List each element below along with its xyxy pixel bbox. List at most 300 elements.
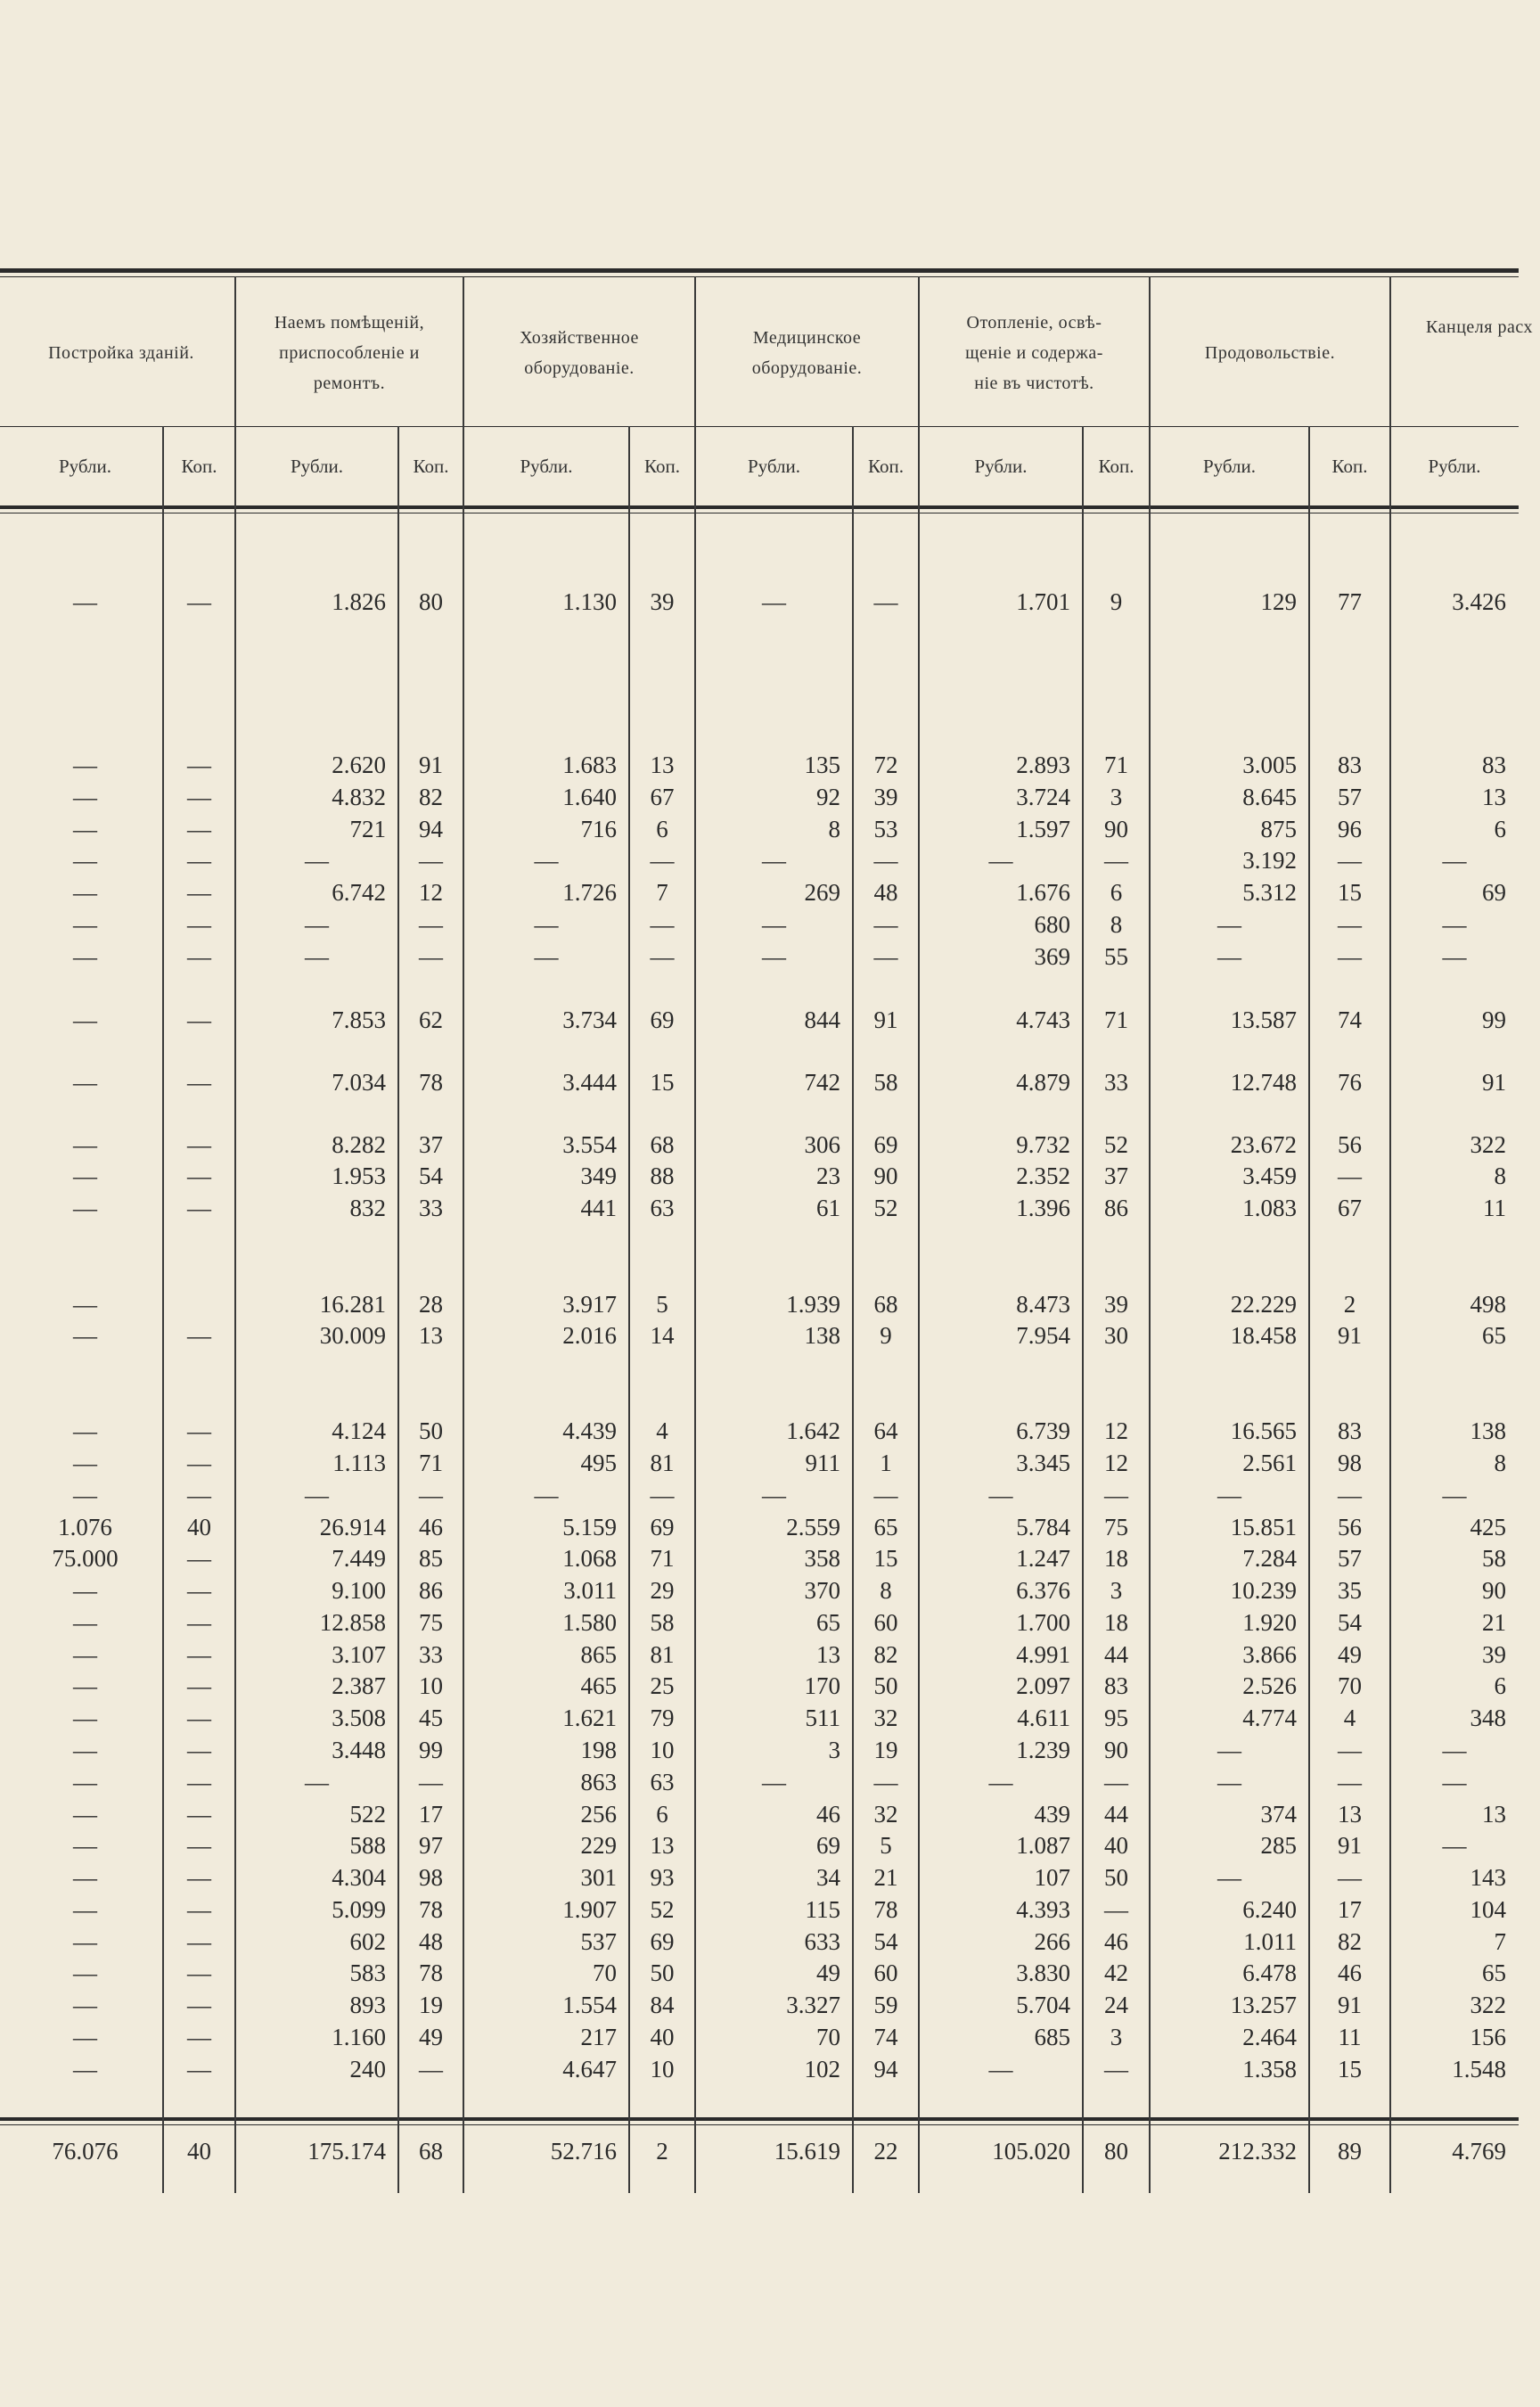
table-cell: — — [73, 1069, 97, 1096]
table-cell: 33 — [419, 1641, 443, 1668]
total-cell: 80 — [1104, 2138, 1128, 2165]
table-cell: 5.784 — [1016, 1514, 1070, 1540]
table-cell: 75.000 — [52, 1545, 119, 1572]
table-cell: 6.240 — [1242, 1896, 1297, 1923]
table-cell: 742 — [804, 1069, 840, 1096]
table-cell: 832 — [349, 1195, 386, 1221]
table-cell: 439 — [1034, 1801, 1070, 1828]
table-cell: 2.464 — [1242, 2024, 1297, 2050]
table-cell: 67 — [1338, 1195, 1362, 1221]
table-cell: — — [988, 1769, 1013, 1795]
table-cell: 129 — [1260, 588, 1297, 615]
table-cell: 721 — [349, 816, 386, 842]
table-cell: 63 — [650, 1769, 675, 1795]
table-cell: 537 — [580, 1928, 617, 1955]
table-cell: 4.611 — [1017, 1705, 1070, 1731]
table-cell: 97 — [419, 1832, 443, 1859]
table-cell: 84 — [650, 1992, 675, 2018]
table-cell: 6 — [656, 816, 668, 842]
table-cell: — — [73, 1450, 97, 1476]
table-cell: — — [1217, 1482, 1241, 1508]
table-cell: — — [1338, 943, 1362, 970]
table-cell: 2.526 — [1242, 1672, 1297, 1699]
table-cell: 95 — [1104, 1705, 1128, 1731]
table-cell: — — [873, 1482, 898, 1508]
table-cell: — — [650, 1482, 675, 1508]
table-cell: 7.034 — [332, 1069, 386, 1096]
table-cell: — — [762, 1769, 786, 1795]
table-cell: 61 — [816, 1195, 840, 1221]
total-cell: 76.076 — [52, 2138, 119, 2165]
table-cell: — — [1442, 911, 1467, 938]
table-cell: 91 — [1338, 1832, 1362, 1859]
table-cell: 3.327 — [786, 1992, 840, 2018]
table-cell: 37 — [1104, 1162, 1128, 1189]
table-cell: 2.387 — [332, 1672, 386, 1699]
column-header: Канцеля расх — [1426, 317, 1533, 337]
table-cell: 3.192 — [1242, 847, 1297, 874]
table-cell: 3.724 — [1016, 784, 1070, 810]
totals-rule-thin — [0, 2124, 1519, 2125]
table-cell: — — [1104, 1482, 1128, 1508]
table-cell: 1.011 — [1243, 1928, 1297, 1955]
table-cell: — — [988, 1482, 1013, 1508]
table-cell: 8 — [828, 816, 840, 842]
table-cell: 4.879 — [1016, 1069, 1070, 1096]
table-cell: — — [305, 847, 329, 874]
table-cell: 170 — [804, 1672, 840, 1699]
table-cell: 1.953 — [332, 1162, 386, 1189]
table-cell: 3.917 — [562, 1291, 617, 1318]
table-cell: 71 — [650, 1545, 675, 1572]
table-cell: — — [187, 1577, 211, 1604]
table-cell: 4.124 — [332, 1417, 386, 1444]
table-cell: 9.732 — [1016, 1131, 1070, 1158]
table-cell: 863 — [580, 1769, 617, 1795]
table-cell: — — [650, 911, 675, 938]
table-cell: 67 — [650, 784, 675, 810]
table-cell: 3.459 — [1242, 1162, 1297, 1189]
table-cell: — — [187, 1482, 211, 1508]
table-cell: 1.247 — [1016, 1545, 1070, 1572]
top-rule — [0, 268, 1519, 273]
table-cell: 588 — [349, 1832, 386, 1859]
table-cell: 16.565 — [1230, 1417, 1297, 1444]
table-cell: 24 — [1104, 1992, 1128, 2018]
table-cell: 12 — [1104, 1450, 1128, 1476]
table-cell: — — [187, 1737, 211, 1763]
table-cell: — — [187, 1450, 211, 1476]
table-cell: 58 — [1482, 1545, 1506, 1572]
table-cell: 13 — [419, 1322, 443, 1349]
table-cell: — — [650, 943, 675, 970]
table-cell: — — [1217, 1769, 1241, 1795]
table-cell: 33 — [419, 1195, 443, 1221]
table-cell: 64 — [873, 1417, 898, 1444]
table-cell: 1.239 — [1016, 1737, 1070, 1763]
table-cell: 39 — [650, 588, 675, 615]
table-cell: 12.748 — [1230, 1069, 1297, 1096]
table-cell: — — [1338, 1737, 1362, 1763]
table-cell: — — [73, 1006, 97, 1033]
table-cell: 13 — [1482, 1801, 1506, 1828]
table-cell: 30.009 — [319, 1322, 386, 1349]
table-cell: — — [1104, 847, 1128, 874]
table-cell: — — [73, 1801, 97, 1828]
table-cell: 1.683 — [562, 752, 617, 778]
table-cell: — — [187, 1672, 211, 1699]
table-cell: 217 — [580, 2024, 617, 2050]
table-cell: — — [419, 2056, 443, 2083]
table-cell: 102 — [804, 2056, 840, 2083]
table-cell: — — [873, 1769, 898, 1795]
table-cell: 91 — [419, 752, 443, 778]
table-cell: 58 — [873, 1069, 898, 1096]
table-cell: — — [419, 911, 443, 938]
table-cell: 256 — [580, 1801, 617, 1828]
table-cell: — — [73, 2024, 97, 2050]
table-cell: 46 — [1104, 1928, 1128, 1955]
table-cell: 6.478 — [1242, 1959, 1297, 1986]
table-cell: — — [305, 1769, 329, 1795]
table-cell: 91 — [1482, 1069, 1506, 1096]
table-cell: 4.304 — [332, 1864, 386, 1891]
table-cell: — — [534, 911, 559, 938]
column-header: Продовольствіе. — [1204, 343, 1336, 363]
table-cell: — — [73, 1195, 97, 1221]
unit-rubles: Рубли. — [1202, 455, 1257, 477]
table-cell: 2.561 — [1242, 1450, 1297, 1476]
total-cell: 15.619 — [774, 2138, 840, 2165]
table-cell: 65 — [1482, 1959, 1506, 1986]
table-cell: 42 — [1104, 1959, 1128, 1986]
column-header: Хозяйственное оборудованіе. — [520, 328, 639, 378]
table-cell: 4.991 — [1016, 1641, 1070, 1668]
unit-rubles: Рубли. — [58, 455, 112, 477]
table-cell: 68 — [873, 1291, 898, 1318]
table-cell: 13 — [650, 752, 675, 778]
table-cell: 69 — [650, 1006, 675, 1033]
unit-rubles: Рубли. — [520, 455, 573, 477]
table-cell: — — [1217, 1864, 1241, 1891]
table-cell: 34 — [816, 1864, 840, 1891]
table-cell: 198 — [580, 1737, 617, 1763]
table-cell: 115 — [805, 1896, 840, 1923]
table-cell: 465 — [580, 1672, 617, 1699]
table-cell: 441 — [580, 1195, 617, 1221]
table-cell: — — [187, 2024, 211, 2050]
table-cell: 57 — [1338, 784, 1362, 810]
table-cell: — — [1217, 1737, 1241, 1763]
table-cell: — — [187, 1195, 211, 1221]
table-cell: 13.257 — [1230, 1992, 1297, 2018]
table-cell: 65 — [873, 1514, 898, 1540]
table-cell: — — [73, 1672, 97, 1699]
total-cell: 212.332 — [1218, 2138, 1297, 2165]
table-cell: 88 — [650, 1162, 675, 1189]
table-cell: 70 — [1338, 1672, 1362, 1699]
table-cell: 10.239 — [1230, 1577, 1297, 1604]
table-cell: 46 — [816, 1801, 840, 1828]
table-cell: 8 — [1110, 911, 1123, 938]
table-cell: 13.587 — [1230, 1006, 1297, 1033]
table-cell: — — [873, 943, 898, 970]
table-cell: 6 — [1494, 1672, 1506, 1699]
table-cell: 7 — [656, 879, 668, 906]
table-cell: — — [187, 1322, 211, 1349]
table-cell: — — [419, 1769, 443, 1795]
table-cell: 68 — [650, 1131, 675, 1158]
table-cell: 30 — [1104, 1322, 1128, 1349]
table-cell: — — [988, 2056, 1013, 2083]
table-cell: 3 — [1110, 2024, 1123, 2050]
table-cell: 40 — [187, 1514, 211, 1540]
table-cell: — — [305, 911, 329, 938]
table-cell: 2.352 — [1016, 1162, 1070, 1189]
table-cell: — — [187, 816, 211, 842]
table-cell: — — [187, 847, 211, 874]
table-cell: 498 — [1470, 1291, 1506, 1318]
table-cell: 240 — [349, 2056, 386, 2083]
table-cell: — — [187, 1832, 211, 1859]
table-cell: — — [187, 1641, 211, 1668]
table-cell: — — [187, 879, 211, 906]
table-cell: 12 — [1104, 1417, 1128, 1444]
table-cell: — — [73, 1737, 97, 1763]
table-cell: 3 — [828, 1737, 840, 1763]
table-cell: 65 — [1482, 1322, 1506, 1349]
table-cell: 2.620 — [332, 752, 386, 778]
table-cell: 4.393 — [1016, 1896, 1070, 1923]
table-cell: — — [873, 911, 898, 938]
table-cell: 98 — [1338, 1450, 1362, 1476]
table-cell: 11 — [1338, 2024, 1362, 2050]
table-cell: 6.376 — [1016, 1577, 1070, 1604]
table-cell: 1.676 — [1016, 879, 1070, 906]
table-cell: 5.099 — [332, 1896, 386, 1923]
table-cell: 80 — [419, 588, 443, 615]
table-cell: 1.920 — [1242, 1609, 1297, 1636]
total-cell: 89 — [1338, 2138, 1362, 2165]
table-cell: 70 — [816, 2024, 840, 2050]
unit-rubles: Рубли. — [974, 455, 1028, 477]
table-cell: 15 — [1338, 2056, 1362, 2083]
table-cell: 77 — [1338, 588, 1362, 615]
table-cell: 60 — [873, 1609, 898, 1636]
table-cell: 3.734 — [562, 1006, 617, 1033]
table-cell: 82 — [873, 1641, 898, 1668]
table-cell: 5.312 — [1242, 879, 1297, 906]
table-cell: 893 — [349, 1992, 386, 2018]
table-cell: 78 — [419, 1896, 443, 1923]
table-cell: 50 — [873, 1672, 898, 1699]
table-cell: 12 — [419, 879, 443, 906]
table-cell: — — [73, 1482, 97, 1508]
table-cell: 91 — [1338, 1992, 1362, 2018]
table-cell: 50 — [1104, 1864, 1128, 1891]
table-cell: 1.160 — [332, 2024, 386, 2050]
unit-kopecks: Коп. — [644, 455, 680, 477]
table-cell: 32 — [873, 1801, 898, 1828]
table-cell: — — [73, 1291, 97, 1318]
table-cell: — — [187, 1928, 211, 1955]
table-cell: 50 — [650, 1959, 675, 1986]
table-cell: 44 — [1104, 1801, 1128, 1828]
table-cell: — — [73, 588, 97, 615]
table-cell: 62 — [419, 1006, 443, 1033]
table-cell: 425 — [1470, 1514, 1506, 1540]
table-cell: 322 — [1470, 1992, 1506, 2018]
total-cell: 4.769 — [1452, 2138, 1506, 2165]
table-cell: — — [73, 1131, 97, 1158]
table-cell: 54 — [1338, 1609, 1362, 1636]
table-cell: 69 — [650, 1928, 675, 1955]
table-cell: 370 — [804, 1577, 840, 1604]
table-cell: 1.076 — [58, 1514, 112, 1540]
table-cell: 2.893 — [1016, 752, 1070, 778]
table-cell: — — [187, 911, 211, 938]
table-cell: 3.345 — [1016, 1450, 1070, 1476]
table-cell: — — [419, 1482, 443, 1508]
table-cell: 39 — [1482, 1641, 1506, 1668]
table-cell: 39 — [1104, 1291, 1128, 1318]
table-cell: — — [762, 588, 786, 615]
table-cell: 17 — [1338, 1896, 1362, 1923]
table-cell: — — [1338, 1162, 1362, 1189]
table-cell: 269 — [804, 879, 840, 906]
table-cell: 15 — [650, 1069, 675, 1096]
column-header: Отопленіе, освѣ- щеніе и содержа- ніе въ чистотѣ. — [965, 313, 1103, 393]
table-cell: 358 — [804, 1545, 840, 1572]
table-cell: 78 — [419, 1959, 443, 1986]
table-cell: 6 — [1110, 879, 1123, 906]
table-cell: — — [73, 1992, 97, 2018]
table-cell: 9.100 — [332, 1577, 386, 1604]
table-cell: 10 — [419, 1672, 443, 1699]
table-cell: — — [419, 943, 443, 970]
table-cell: — — [1338, 911, 1362, 938]
table-cell: — — [1104, 1896, 1128, 1923]
units-rule — [0, 505, 1519, 509]
table-cell: 65 — [816, 1609, 840, 1636]
table-cell: 83 — [1338, 1417, 1362, 1444]
table-cell: — — [187, 1705, 211, 1731]
table-cell: 75 — [419, 1609, 443, 1636]
table-cell: — — [187, 943, 211, 970]
table-cell: 52 — [1104, 1131, 1128, 1158]
table-cell: 19 — [873, 1737, 898, 1763]
table-cell: 37 — [419, 1131, 443, 1158]
table-cell: 3.005 — [1242, 752, 1297, 778]
table-cell: 135 — [804, 752, 840, 778]
table-cell: 229 — [580, 1832, 617, 1859]
table-cell: 5 — [656, 1291, 668, 1318]
table-cell: 583 — [349, 1959, 386, 1986]
table-cell: 39 — [873, 784, 898, 810]
table-cell: 91 — [1338, 1322, 1362, 1349]
top-rule-thin — [0, 276, 1519, 277]
table-cell: — — [73, 1609, 97, 1636]
table-cell: — — [73, 1322, 97, 1349]
table-cell: 5 — [880, 1832, 892, 1859]
table-cell: — — [73, 1162, 97, 1189]
total-cell: 175.174 — [307, 2138, 386, 2165]
table-cell: 3 — [1110, 1577, 1123, 1604]
unit-rubles: Рубли. — [1428, 455, 1481, 477]
table-cell: 14 — [650, 1322, 675, 1349]
table-cell: 98 — [419, 1864, 443, 1891]
table-cell: 46 — [1338, 1959, 1362, 1986]
table-cell: 6.742 — [332, 879, 386, 906]
table-cell: 374 — [1260, 1801, 1297, 1828]
table-cell: 2.559 — [786, 1514, 840, 1540]
column-header: Наемъ помѣщеній, приспособленіе и ремонтъ. — [274, 313, 425, 393]
table-cell: 32 — [873, 1705, 898, 1731]
unit-kopecks: Коп. — [868, 455, 904, 477]
table-cell: — — [1338, 1864, 1362, 1891]
table-cell: — — [534, 847, 559, 874]
table-cell: 6 — [656, 1801, 668, 1828]
table-cell: 76 — [1338, 1069, 1362, 1096]
table-cell: — — [187, 1609, 211, 1636]
table-cell: 3.444 — [562, 1069, 617, 1096]
table-cell: 94 — [419, 816, 443, 842]
table-cell: — — [187, 1162, 211, 1189]
table-cell: 633 — [804, 1928, 840, 1955]
table-cell: 82 — [1338, 1928, 1362, 1955]
table-cell: 348 — [1470, 1705, 1506, 1731]
table-cell: 71 — [1104, 752, 1128, 778]
table-cell: 3.011 — [563, 1577, 617, 1604]
table-cell: — — [73, 1959, 97, 1986]
table-cell: 15 — [873, 1545, 898, 1572]
table-cell: 1.358 — [1242, 2056, 1297, 2083]
table-cell: — — [1442, 1832, 1467, 1859]
table-cell: — — [419, 847, 443, 874]
table-cell: 9 — [1110, 588, 1123, 615]
table-cell: — — [73, 2056, 97, 2083]
table-cell: 6 — [1494, 816, 1506, 842]
table-cell: — — [1104, 1769, 1128, 1795]
table-cell: — — [73, 752, 97, 778]
table-cell: 875 — [1260, 816, 1297, 842]
table-cell: 70 — [593, 1959, 617, 1986]
table-cell: — — [988, 847, 1013, 874]
table-cell: 49 — [419, 2024, 443, 2050]
table-cell: — — [73, 816, 97, 842]
table-cell: 10 — [650, 2056, 675, 2083]
table-cell: 522 — [349, 1801, 386, 1828]
table-cell: — — [1338, 1482, 1362, 1508]
total-cell: 22 — [873, 2138, 898, 2165]
table-cell: 322 — [1470, 1131, 1506, 1158]
table-cell: — — [73, 911, 97, 938]
table-cell: 69 — [816, 1832, 840, 1859]
header-divider — [0, 426, 1519, 427]
table-cell: 495 — [580, 1450, 617, 1476]
table-cell: 1.642 — [786, 1417, 840, 1444]
table-cell: 13 — [816, 1641, 840, 1668]
table-cell: 50 — [419, 1417, 443, 1444]
table-cell: 3.508 — [332, 1705, 386, 1731]
table-cell: — — [187, 1006, 211, 1033]
table-cell: 3.830 — [1016, 1959, 1070, 1986]
table-cell: 48 — [419, 1928, 443, 1955]
table-cell: — — [305, 943, 329, 970]
table-cell: 4.647 — [562, 2056, 617, 2083]
table-cell: — — [873, 588, 898, 615]
table-cell: — — [873, 847, 898, 874]
